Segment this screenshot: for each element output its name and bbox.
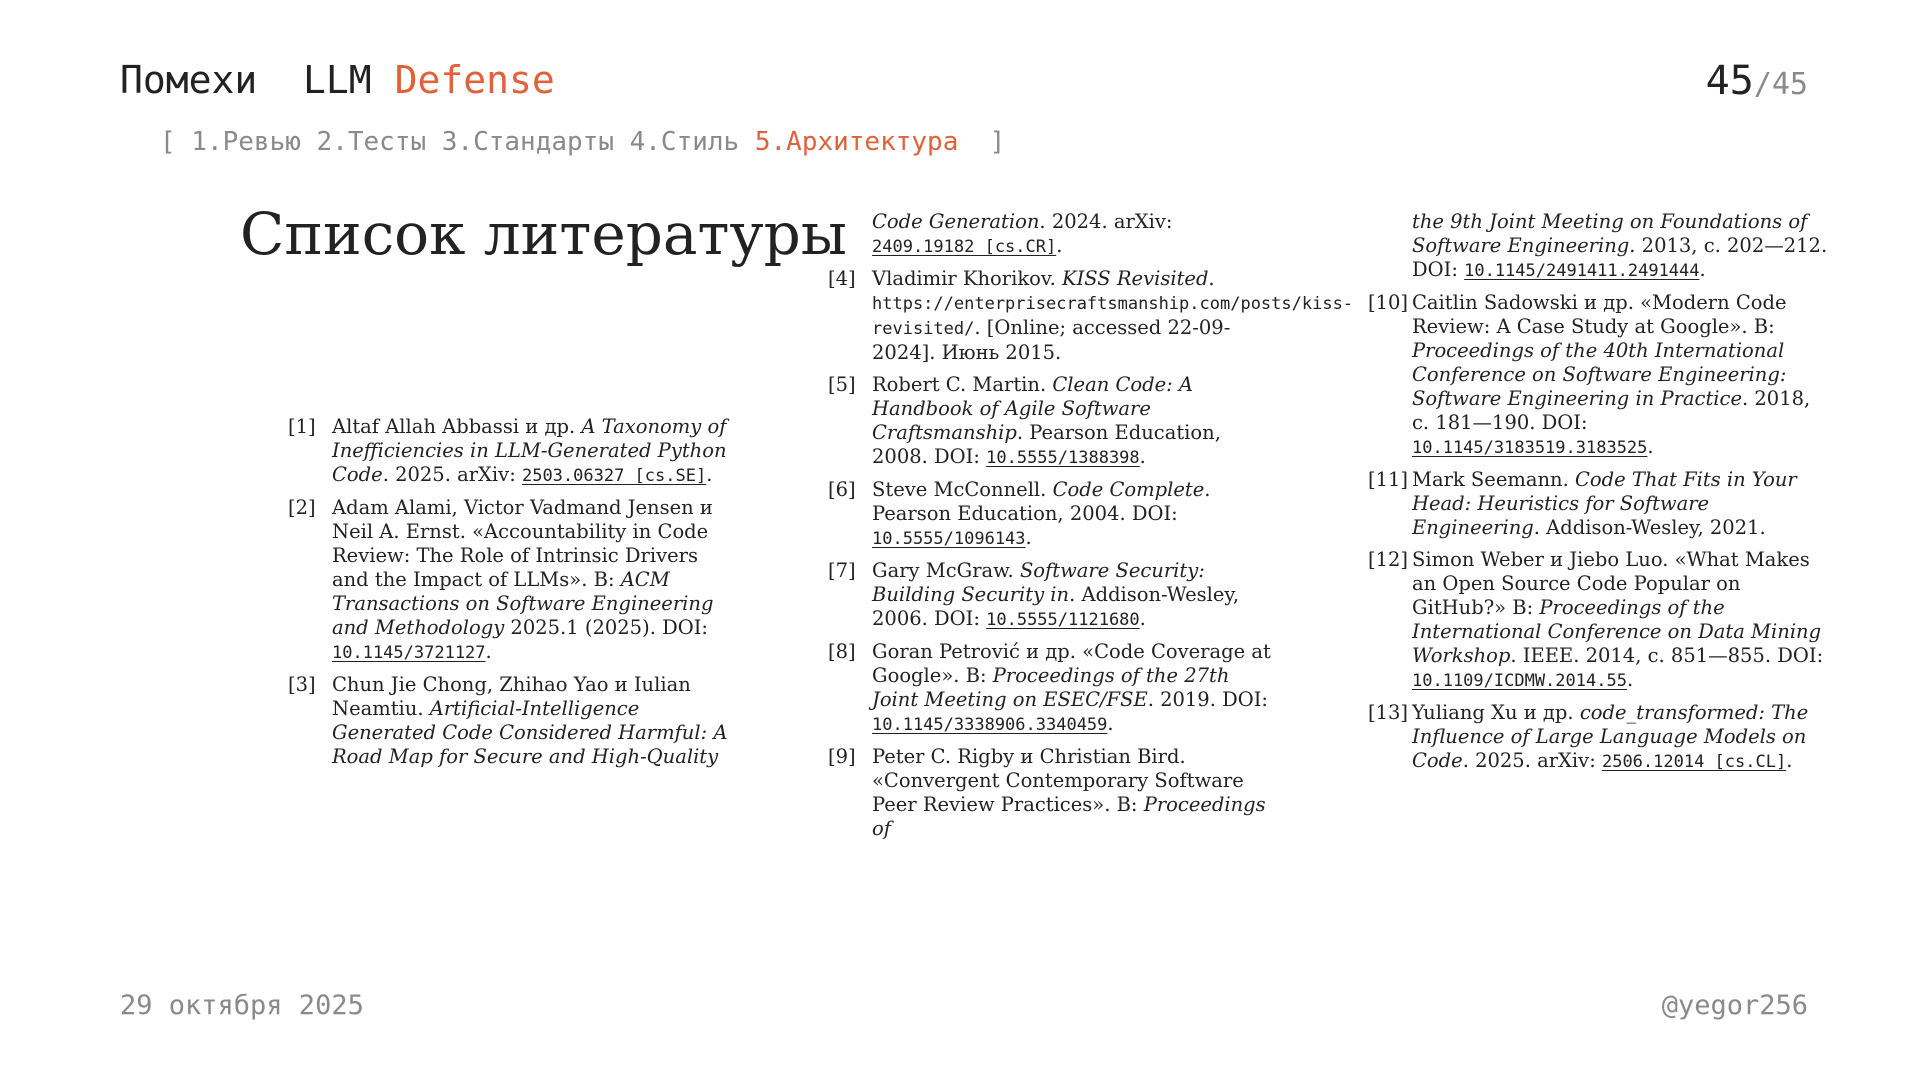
reference-link[interactable]: 10.5555/1096143 xyxy=(872,529,1026,549)
reference-authors: Steve McConnell. xyxy=(872,478,1047,501)
reference-number: [11] xyxy=(1368,468,1409,491)
reference-authors: Mark Seemann. xyxy=(1412,468,1569,491)
breadcrumb-item-tests[interactable]: 2.Тесты xyxy=(316,127,427,157)
slide-heading: Список литературы xyxy=(240,200,847,268)
reference-title: Code That Fits in Your Head: Heuristics for Software Engineering xyxy=(1412,468,1797,539)
reference-continuation xyxy=(828,210,1278,259)
reference-title: A Taxonomy of Inefficiencies in LLM-Generated Python Code xyxy=(332,415,727,486)
title-prefix: Помехи LLM xyxy=(120,58,372,102)
reference-title: KISS Revisited xyxy=(1062,267,1209,290)
references-column-1 xyxy=(288,415,738,777)
reference-details: . IEEE. 2014, с. 851—855. DOI: xyxy=(1510,644,1824,667)
reference-details: . Addison-Wesley, 2021. xyxy=(1533,516,1766,539)
reference-number: [3] xyxy=(288,673,316,696)
reference-end: . xyxy=(1056,234,1063,257)
reference-end: . xyxy=(1626,668,1634,691)
reference-item xyxy=(288,496,738,665)
breadcrumb xyxy=(160,127,1005,157)
reference-item xyxy=(828,745,1278,841)
reference-end: . xyxy=(1107,712,1114,735)
reference-authors: Simon Weber и Jiebo Luo. «What Makes an Open Source Code Popular on GitHub?» В: xyxy=(1412,548,1810,619)
footer-handle[interactable]: @yegor256 xyxy=(1661,990,1808,1021)
reference-end: . xyxy=(1139,445,1146,468)
reference-item xyxy=(828,559,1278,632)
page-total: /45 xyxy=(1753,67,1808,102)
reference-end: . [Online; accessed 22-09-2024]. Июнь 2015. xyxy=(872,316,1231,364)
reference-title: Artificial-Intelligence Generated Code Considered Harmful: A Road Map for Secure and High-Quality xyxy=(332,697,728,768)
reference-authors: Yuliang Xu и др. xyxy=(1412,701,1574,724)
references-column-2 xyxy=(828,210,1354,849)
reference-title: ACM Transactions on Software Engineering and Methodology xyxy=(332,568,714,639)
references-column-3 xyxy=(1368,210,1828,782)
breadcrumb-item-review[interactable]: 1.Ревью xyxy=(191,127,301,157)
reference-details: . 2025. arXiv: xyxy=(1462,749,1596,772)
reference-item xyxy=(1368,701,1828,774)
breadcrumb-item-standards[interactable]: 3.Стандарты xyxy=(441,127,614,157)
reference-end: . xyxy=(1699,258,1706,281)
reference-details: . 2024. arXiv: xyxy=(1039,210,1173,233)
page-current: 45 xyxy=(1705,58,1754,104)
reference-title: Software Security: Building Security in xyxy=(872,559,1205,606)
reference-continuation xyxy=(1368,210,1828,283)
reference-title: code_transformed: The Influence of Large Language Models on Code xyxy=(1412,701,1809,772)
reference-link[interactable]: 10.5555/1388398 xyxy=(986,448,1140,468)
title-accent: Defense xyxy=(394,58,555,102)
breadcrumb-item-architecture[interactable]: 5.Архитектура xyxy=(754,127,959,157)
reference-number: [5] xyxy=(828,373,856,396)
reference-details: . Addison-Wesley, 2006. DOI: xyxy=(872,583,1240,630)
reference-authors: Goran Petrović и др. «Code Coverage at Google». В: xyxy=(872,640,1271,687)
reference-item xyxy=(288,673,738,769)
reference-authors: Robert C. Martin. xyxy=(872,373,1047,396)
reference-link[interactable]: 10.5555/1121680 xyxy=(986,610,1140,630)
reference-link[interactable]: 10.1145/3721127 xyxy=(332,643,486,663)
reference-title-continued: Code Generation xyxy=(872,210,1040,233)
reference-item xyxy=(828,478,1278,551)
presentation-title xyxy=(120,58,555,102)
breadcrumb-open: [ xyxy=(160,127,176,157)
reference-number: [6] xyxy=(828,478,856,501)
reference-link[interactable]: 10.1109/ICDMW.2014.55 xyxy=(1412,671,1627,691)
reference-title: Proceedings of the 40th International Conference on Software Engineering: Software Engineering in Practice xyxy=(1412,339,1787,410)
reference-authors: Gary McGraw. xyxy=(872,559,1014,582)
reference-title-continued: the 9th Joint Meeting on Foundations of Software Engineering xyxy=(1412,210,1808,257)
reference-number: [9] xyxy=(828,745,856,768)
reference-authors: Caitlin Sadowski и др. «Modern Code Review: A Case Study at Google». В: xyxy=(1412,291,1787,338)
footer-date: 29 октября 2025 xyxy=(120,990,364,1021)
reference-number: [7] xyxy=(828,559,856,582)
reference-link[interactable]: 10.1145/3338906.3340459 xyxy=(872,715,1108,735)
reference-link[interactable]: 10.1145/2491411.2491444 xyxy=(1464,261,1700,281)
breadcrumb-close: ] xyxy=(989,127,1006,157)
reference-number: [4] xyxy=(828,267,856,290)
reference-number: [2] xyxy=(288,496,316,519)
reference-number: [1] xyxy=(288,415,316,438)
reference-item xyxy=(828,640,1278,737)
reference-authors: Peter C. Rigby и Christian Bird. «Convergent Contemporary Software Peer Review Practices». В: xyxy=(872,745,1244,816)
reference-number: [8] xyxy=(828,640,856,663)
reference-title: Proceedings of the International Conference on Data Mining Workshop xyxy=(1412,596,1822,667)
reference-details: . 2013, с. 202—212. DOI: xyxy=(1412,234,1828,281)
reference-item xyxy=(1368,291,1828,460)
reference-number: [12] xyxy=(1368,548,1409,571)
reference-details: . Pearson Education, 2004. DOI: xyxy=(872,478,1211,525)
reference-end: . xyxy=(1647,435,1654,458)
reference-details: . 2025. arXiv: xyxy=(382,463,516,486)
reference-item xyxy=(828,267,1354,365)
reference-number: [13] xyxy=(1368,701,1409,724)
reference-end: . xyxy=(706,463,713,486)
reference-link[interactable]: 10.1145/3183519.3183525 xyxy=(1412,438,1648,458)
reference-authors: Altaf Allah Abbassi и др. xyxy=(332,415,576,438)
breadcrumb-item-style[interactable]: 4.Стиль xyxy=(629,127,740,157)
reference-number: [10] xyxy=(1368,291,1409,314)
reference-item xyxy=(288,415,738,488)
reference-authors: Vladimir Khorikov. xyxy=(872,267,1056,290)
reference-link[interactable]: 2503.06327 [cs.SE] xyxy=(521,466,707,486)
reference-title: Proceedings of the 27th Joint Meeting on ESEC/FSE xyxy=(872,664,1230,711)
reference-item xyxy=(1368,548,1828,693)
reference-url[interactable]: https://enterprisecraftsmanship.com/posts/kiss-revisited/ xyxy=(872,294,1354,339)
reference-item xyxy=(1368,468,1828,540)
reference-end: . xyxy=(1786,749,1793,772)
reference-details: . 2019. DOI: xyxy=(1147,688,1269,711)
reference-item xyxy=(828,373,1278,470)
reference-title: Clean Code: A Handbook of Agile Software Craftsmanship xyxy=(872,373,1193,444)
reference-details: 2025.1 (2025). DOI: xyxy=(510,616,708,639)
reference-end: . xyxy=(485,640,492,663)
reference-link[interactable]: 2506.12014 [cs.CL] xyxy=(1601,752,1787,772)
page-number xyxy=(1706,58,1808,104)
reference-details: . 2018, с. 181—190. DOI: xyxy=(1412,387,1811,434)
reference-end: . xyxy=(1139,607,1146,630)
reference-details: . xyxy=(1208,267,1215,290)
reference-authors: Chun Jie Chong, Zhihao Yao и Iulian Neamtiu. xyxy=(332,673,691,720)
reference-details: . Pearson Education, 2008. DOI: xyxy=(872,421,1221,468)
reference-end: . xyxy=(1025,526,1032,549)
reference-link[interactable]: 2409.19182 [cs.CR] xyxy=(872,237,1057,257)
reference-title: Code Complete xyxy=(1052,478,1205,501)
reference-title: Proceedings of xyxy=(872,793,1266,840)
reference-authors: Adam Alami, Victor Vadmand Jensen и Neil A. Ernst. «Accountability in Code Review: The Role of Intrinsic Drivers and the Impact of LLMs». В: xyxy=(332,496,713,591)
